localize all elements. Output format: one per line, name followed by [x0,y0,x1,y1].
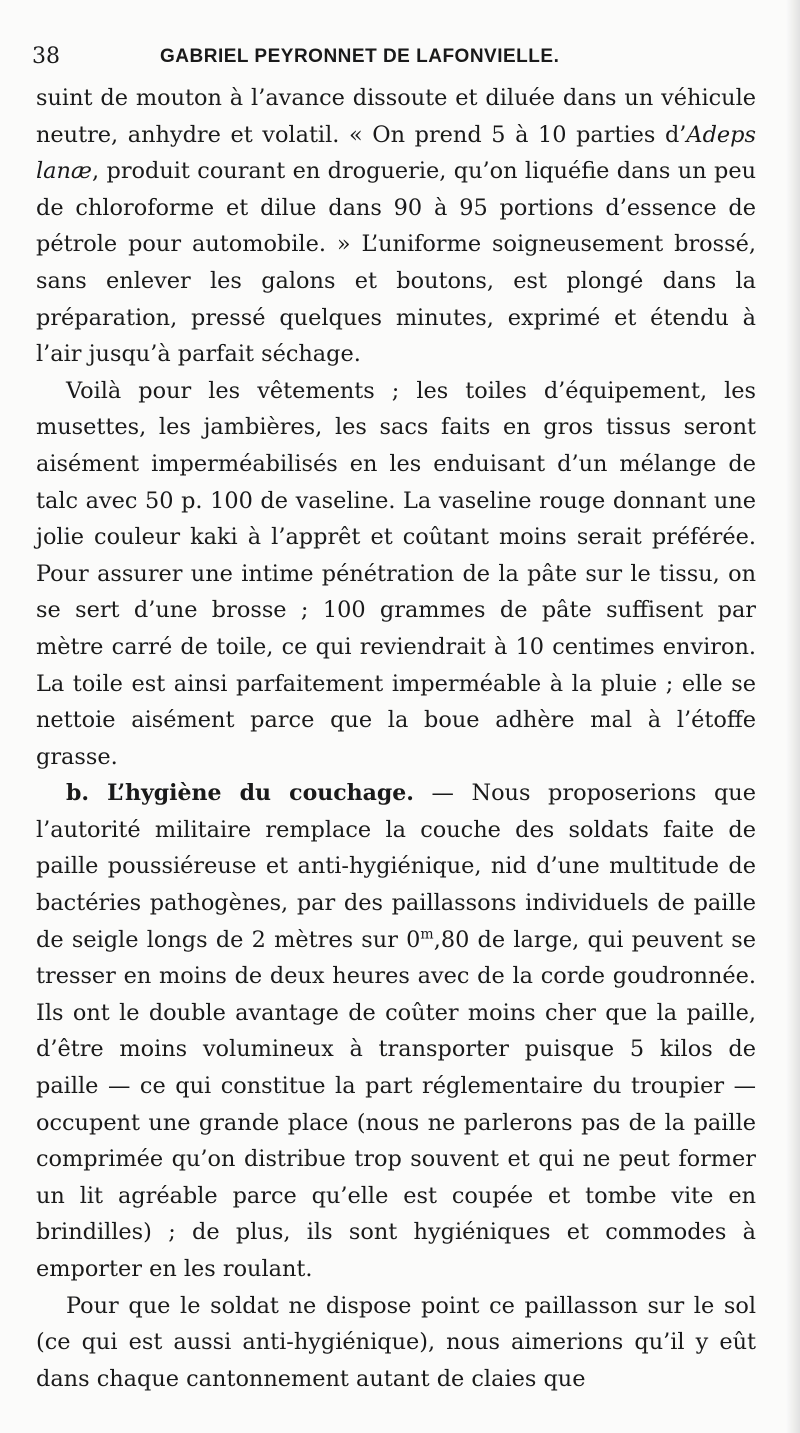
unit-superscript: m [420,926,434,943]
page-number: 38 [32,44,60,69]
section-heading: b. L’hygiène du couchage. [66,780,414,807]
running-title: GABRIEL PEYRONNET DE LAFONVIELLE. [160,46,560,67]
paragraph-4: Pour que le soldat ne dispose point ce paillasson sur le sol (ce qui est aussi anti-hygiénique), nous aimerions qu’il y eût dans chaque cantonnement autant de claies que [36,1292,756,1392]
paragraph-1 [36,80,756,373]
paragraph-3-text-a: — Nous proposerions que l’autorité militaire remplace la couche des soldats faite de paille poussiéreuse et anti-hygiénique, nid d’une multitude de bactéries pathogènes, par des paillassons individuels de paille de seigle longs de 2 mètres sur 0 [36,780,756,953]
latin-term: Adeps lanæ [36,121,756,185]
paragraph-3 [36,775,756,1287]
page-header [32,44,772,80]
paragraph-3-text-b: ,80 de large, qui peuvent se tresser en moins de deux heures avec de la corde goudronnée. Ils ont le double avantage de coûter moins cher que la paille, d’être moins volumineux à transporter puisque 5 kilos de paille — ce qui constitue la part réglementaire du troupier — occupent une grande place (nous ne parlerons pas de la paille comprimée qu’on distribue trop souvent et qui ne peut former un lit agréable parce qu’elle est coupée et tombe vite en brindilles) ; de plus, ils sont hygiéniques et commodes à emporter en les roulant. [36,926,756,1282]
paragraph-1-text-b: , produit courant en droguerie, qu’on liquéfie dans un peu de chloroforme et dilue dans 90 à 95 portions d’essence de pétrole pour automobile. » L’uniforme soigneusement brossé, sans enlever les galons et boutons, est plongé dans la préparation, pressé quelques minutes, exprimé et étendu à l’air jusqu’à parfait séchage. [36,158,756,368]
paragraph-2: Voilà pour les vêtements ; les toiles d’équipement, les musettes, les jambières, les sacs faits en gros tissus seront aisément imperméabilisés en les enduisant d’un mélange de talc avec 50 p. 100 de vaseline. La vaseline rouge donnant une jolie couleur kaki à l’apprêt et coûtant moins serait préférée. Pour assurer une intime pénétration de la pâte sur le tissu, on se sert d’une brosse ; 100 grammes de pâte suffisent par mètre carré de toile, ce qui reviendrait à 10 centimes environ. La toile est ainsi parfaitement imperméable à la pluie ; elle se nettoie aisément parce que la boue adhère mal à l’étoffe grasse. [36,377,756,770]
scan-shadow-edge [786,0,800,1433]
body-text [36,80,756,1397]
paragraph-1-text-a: suint de mouton à l’avance dissoute et diluée dans un véhicule neutre, anhydre et volatil. « On prend 5 à 10 parties d’ [36,85,756,148]
